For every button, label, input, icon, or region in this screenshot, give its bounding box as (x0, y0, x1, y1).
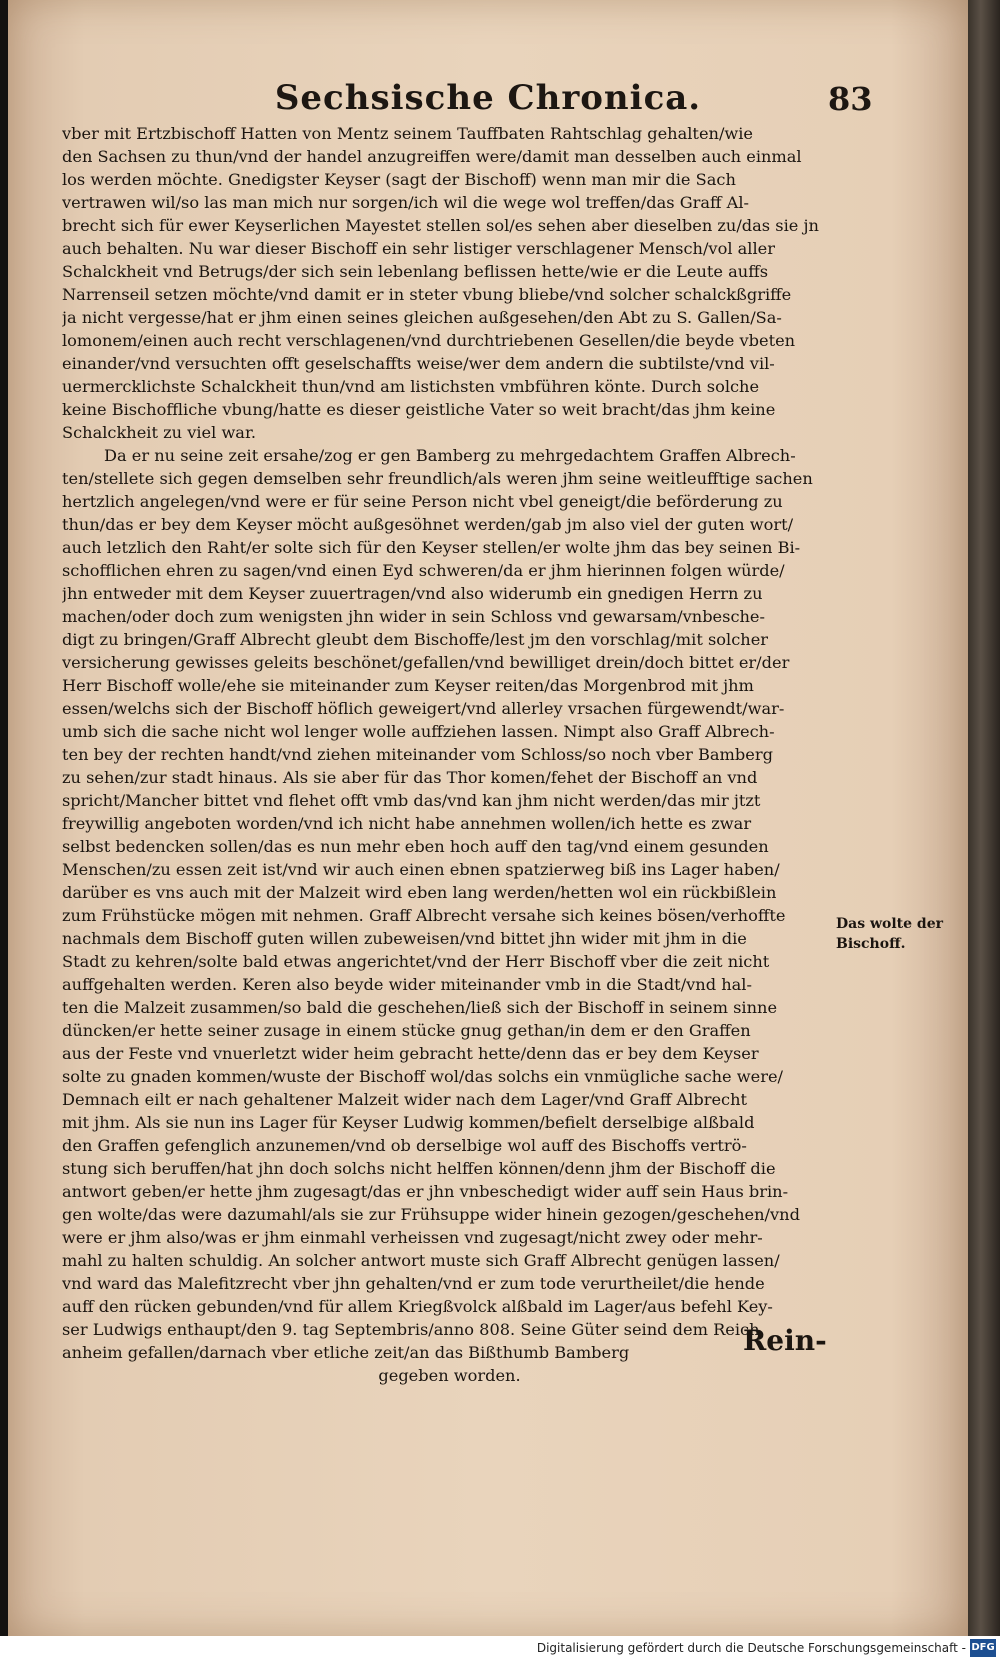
text-line: uermercklichste Schalckheit thun/vnd am listichsten vmbführen könte. Durch solche (62, 377, 760, 396)
text-line: stung sich beruffen/hat jhn doch solchs nicht helffen können/denn jhm der Bischoff die (62, 1159, 776, 1178)
text-line: were er jhm also/was er jhm einmahl verheissen vnd zugesagt/nicht zwey oder mehr- (62, 1228, 763, 1247)
page-number: 83 (828, 80, 873, 118)
margin-note: Das wolte der Bischoff. (836, 916, 943, 952)
text-line: gen wolte/das were dazumahl/als sie zur Frühsuppe wider hinein gezogen/geschehen/vnd (62, 1205, 800, 1224)
catchword: Rein- (743, 1324, 827, 1357)
text-line: Stadt zu kehren/solte bald etwas angerichtet/vnd der Herr Bischoff vber die zeit nicht (62, 952, 770, 971)
footer (0, 1636, 1000, 1661)
text-line: thun/das er bey dem Keyser möcht außgesöhnet werden/gab jm also viel der guten wort/ (62, 515, 794, 534)
text-line: ten bey der rechten handt/vnd ziehen miteinander vom Schloss/so noch vber Bamberg (62, 745, 773, 764)
text-line: Da er nu seine zeit ersahe/zog er gen Bamberg zu mehrgedachtem Graffen Albrech- (104, 446, 796, 465)
book-page (8, 0, 968, 1636)
text-line: versicherung gewisses geleits beschönet/gefallen/vnd bewilliget drein/doch bittet er/der (62, 653, 790, 672)
text-line: freywillig angeboten worden/vnd ich nicht habe annehmen wollen/ich hette es zwar (62, 814, 752, 833)
text-line: antwort geben/er hette jhm zugesagt/das er jhn vnbeschedigt wider auff sein Haus brin- (62, 1182, 789, 1201)
text-line: digt zu bringen/Graff Albrecht gleubt dem Bischoffe/lest jm den vorschlag/mit solcher (62, 630, 769, 649)
text-line: selbst bedencken sollen/das es nun mehr eben hoch auff den tag/vnd einem gesunden (62, 837, 769, 856)
text-line: nachmals dem Bischoff guten willen zubeweisen/vnd bittet jhn wider mit jhm in die (62, 929, 747, 948)
text-line: auff den rücken gebunden/vnd für allem Kriegßvolck alßbald im Lager/aus befehl Key- (62, 1297, 773, 1316)
text-line: keine Bischoffliche vbung/hatte es dieser geistliche Vater so weit bracht/das jhm keine (62, 400, 776, 419)
text-line: auch letzlich den Raht/er solte sich für den Keyser stellen/er wolte jhm das bey seinen Bi- (62, 538, 801, 557)
text-line: los werden möchte. Gnedigster Keyser (sagt der Bischoff) wenn man mir die Sach (62, 170, 736, 189)
text-line: darüber es vns auch mit der Malzeit wird eben lang werden/hetten wol ein rückbißlein (62, 883, 777, 902)
text-line: den Graffen gefenglich anzunemen/vnd ob derselbige wol auff des Bischoffs vertrö- (62, 1136, 747, 1155)
text-line: essen/welchs sich der Bischoff höflich geweigert/vnd allerley vrsachen fürgewendt/war- (62, 699, 785, 718)
dfg-logo-icon: DFG (970, 1639, 996, 1657)
text-line: schofflichen ehren zu sagen/vnd einen Eyd schweren/da er jhm hierinnen folgen würde/ (62, 561, 785, 580)
text-line: den Sachsen zu thun/vnd der handel anzugreiffen were/damit man desselben auch einmal (62, 147, 802, 166)
text-line: vertrawen wil/so las man mich nur sorgen/ich wil die wege wol treffen/das Graff Al- (62, 193, 750, 212)
text-line: einander/vnd versuchten offt geselschaffts weise/wer dem andern die subtilste/vnd vil- (62, 354, 775, 373)
text-line: umb sich die sache nicht wol lenger wolle auffziehen lassen. Nimpt also Graff Albrech- (62, 722, 775, 741)
text-line: zum Frühstücke mögen mit nehmen. Graff Albrecht versahe sich keines bösen/verhoffte (62, 906, 786, 925)
text-line: lomonem/einen auch recht verschlagenen/vnd durchtriebenen Gesellen/die beyde vbeten (62, 331, 796, 350)
text-line: hertzlich angelegen/vnd were er für seine Person nicht vbel geneigt/die beförderung zu (62, 492, 783, 511)
running-title: Sechsische Chronica. (274, 78, 702, 118)
text-line: solte zu gnaden kommen/wuste der Bischoff wol/das solchs ein vnmügliche sache were/ (62, 1067, 783, 1086)
text-line: Narrenseil setzen möchte/vnd damit er in steter vbung bliebe/vnd solcher schalckßgriffe (62, 285, 792, 304)
text-line: mit jhm. Als sie nun ins Lager für Keyser Ludwig kommen/befielt derselbige alßbald (62, 1113, 755, 1132)
text-line: spricht/Mancher bittet vnd flehet offt vmb das/vnd kan jhm nicht werden/das mir jtzt (62, 791, 761, 810)
text-line: mahl zu halten schuldig. An solcher antwort muste sich Graff Albrecht genügen lassen/ (62, 1251, 780, 1270)
text-line: düncken/er hette seiner zusage in einem stücke gnug gethan/in dem er den Graffen (62, 1021, 751, 1040)
text-line: anheim gefallen/darnach vber etliche zeit/an das Bißthumb Bamberg (62, 1343, 630, 1362)
text-line: Schalckheit vnd Betrugs/der sich sein lebenlang beflissen hette/wie er die Leute auffs (62, 262, 769, 281)
text-line: auch behalten. Nu war dieser Bischoff ein sehr listiger verschlagener Mensch/vol aller (62, 239, 775, 258)
text-line: Menschen/zu essen zeit ist/vnd wir auch einen ebnen spatzierweg biß ins Lager haben/ (62, 860, 780, 879)
body-text (62, 122, 837, 1387)
text-line: Herr Bischoff wolle/ehe sie miteinander zum Keyser reiten/das Morgenbrod mit jhm (62, 676, 754, 695)
text-line: machen/oder doch zum wenigsten jhn wider in sein Schloss vnd gewarsam/vnbesche- (62, 607, 765, 626)
text-line: brecht sich für ewer Keyserlichen Mayestet stellen sol/es sehen aber dieselben zu/das sie jn (62, 216, 819, 235)
text-line: zu sehen/zur stadt hinaus. Als sie aber für das Thor komen/fehet der Bischoff an vnd (62, 768, 758, 787)
text-line: gegeben worden. (378, 1366, 521, 1385)
text-line: ten die Malzeit zusammen/so bald die geschehen/ließ sich der Bischoff in seinem sinne (62, 998, 778, 1017)
text-line: vnd ward das Malefitzrecht vber jhn gehalten/vnd er zum tode verurtheilet/die hende (62, 1274, 765, 1293)
text-line: ser Ludwigs enthaupt/den 9. tag Septembris/anno 808. Seine Güter seind dem Reich (62, 1320, 760, 1339)
text-line: ja nicht vergesse/hat er jhm einen seines gleichen außgesehen/den Abt zu S. Gallen/Sa- (62, 308, 782, 327)
text-line: auffgehalten werden. Keren also beyde wider miteinander vmb in die Stadt/vnd hal- (62, 975, 752, 994)
text-line: ten/stellete sich gegen demselben sehr freundlich/als weren jhm seine weitleufftige sachen (62, 469, 813, 488)
text-line: aus der Feste vnd vnuerletzt wider heim gebracht hette/denn das er bey dem Keyser (62, 1044, 759, 1063)
text-line: jhn entweder mit dem Keyser zuuertragen/vnd also widerumb ein gnedigen Herrn zu (62, 584, 763, 603)
text-line: Schalckheit zu viel war. (62, 423, 257, 442)
text-line: vber mit Ertzbischoff Hatten von Mentz seinem Tauffbaten Rahtschlag gehalten/wie (62, 124, 754, 143)
footer-credit: Digitalisierung gefördert durch die Deutsche Forschungsgemeinschaft - (536, 1641, 966, 1655)
text-line: Demnach eilt er nach gehaltener Malzeit wider nach dem Lager/vnd Graff Albrecht (62, 1090, 748, 1109)
book-edge (968, 0, 1000, 1661)
